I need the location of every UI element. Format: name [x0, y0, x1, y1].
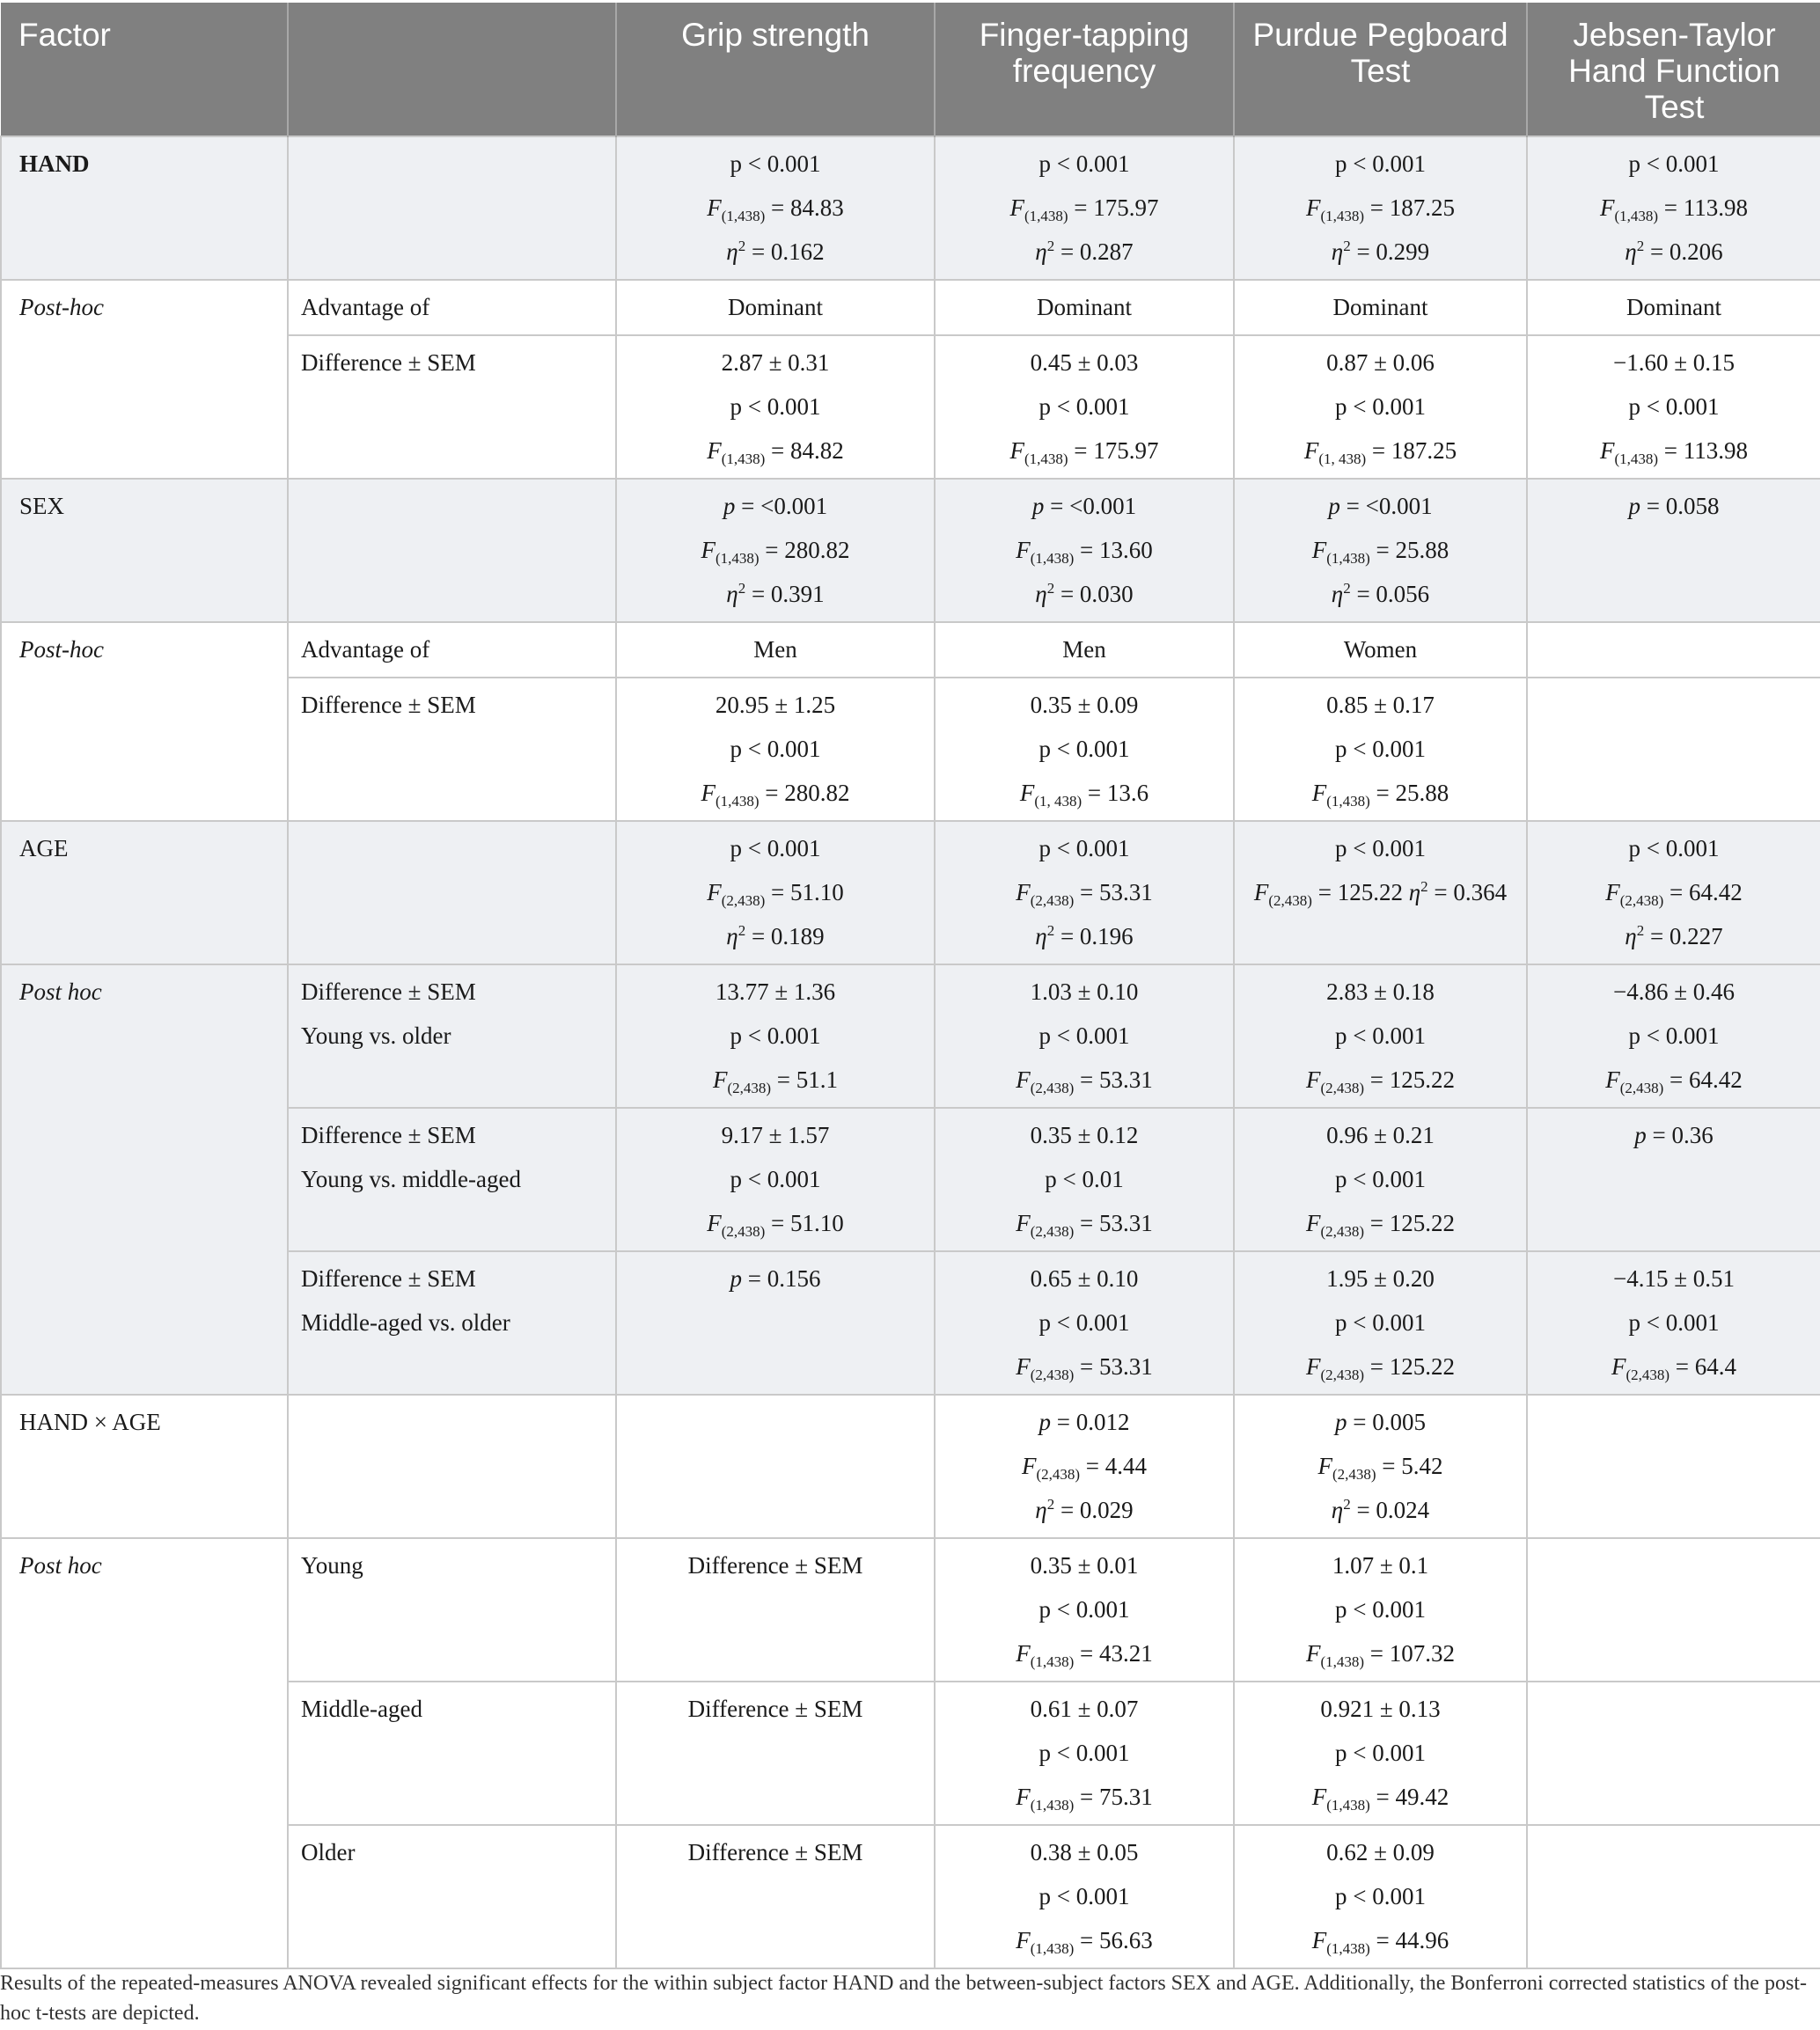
cell-subfactor	[288, 136, 616, 280]
cell-subfactor: Difference ± SEM	[288, 335, 616, 479]
cell-finger-tapping: 0.61 ± 0.07 p < 0.001 $F_{(1,438)} = 75.31$	[935, 1682, 1234, 1825]
cell-grip-strength: Difference ± SEM	[616, 1538, 935, 1682]
header-grip-strength: Grip strength	[616, 3, 935, 136]
cell-factor: Post-hoc	[1, 622, 288, 821]
cell-subfactor: Older	[288, 1825, 616, 1968]
cell-jebsen-taylor	[1527, 1682, 1820, 1825]
cell-purdue-pegboard: p = 0.005 $F_{(2,438)} = 5.42$ $\eta^2 = 0.024$	[1234, 1395, 1527, 1538]
cell-purdue-pegboard: p = <0.001 $F_{(1,438)} = 25.88$ $\eta^2 = 0.056$	[1234, 479, 1527, 622]
cell-factor: Post hoc	[1, 964, 288, 1395]
cell-finger-tapping: Men	[935, 622, 1234, 678]
table-row	[1, 821, 1820, 964]
table-row	[1, 136, 1820, 280]
cell-finger-tapping: Dominant	[935, 280, 1234, 335]
cell-purdue-pegboard: Dominant	[1234, 280, 1527, 335]
cell-subfactor: Advantage of	[288, 280, 616, 335]
cell-finger-tapping: 0.35 ± 0.01 p < 0.001 $F_{(1,438)} = 43.21$	[935, 1538, 1234, 1682]
cell-grip-strength: p = 0.156	[616, 1251, 935, 1395]
cell-finger-tapping: p < 0.001 $F_{(2,438)} = 53.31$ $\eta^2 = 0.196$	[935, 821, 1234, 964]
table-row	[1, 622, 1820, 678]
cell-purdue-pegboard: p < 0.001 $F_{(2,438)} = 125.22$ $\eta^2 = 0.364$	[1234, 821, 1527, 964]
cell-jebsen-taylor: Dominant	[1527, 280, 1820, 335]
cell-finger-tapping: p < 0.001 $F_{(1,438)} = 175.97$ $\eta^2 = 0.287$	[935, 136, 1234, 280]
header-purdue-pegboard: Purdue Pegboard Test	[1234, 3, 1527, 136]
cell-subfactor: Difference ± SEM	[288, 678, 616, 821]
cell-jebsen-taylor	[1527, 678, 1820, 821]
table-row	[1, 1395, 1820, 1538]
cell-factor: Post-hoc	[1, 280, 288, 479]
cell-factor: HAND	[1, 136, 288, 280]
table-footnote: Results of the repeated-measures ANOVA revealed significant effects for the within subject factor HAND and the between-subject factors SEX and AGE. Additionally, the Bonferroni corrected statistics of the post-hoc t-tests are depicted.	[0, 1972, 1807, 2025]
cell-purdue-pegboard: 1.07 ± 0.1 p < 0.001 $F_{(1,438)} = 107.32$	[1234, 1538, 1527, 1682]
header-subfactor	[288, 3, 616, 136]
cell-finger-tapping: p = <0.001 $F_{(1,438)} = 13.60$ $\eta^2 = 0.030$	[935, 479, 1234, 622]
cell-grip-strength: Men	[616, 622, 935, 678]
cell-factor: AGE	[1, 821, 288, 964]
cell-subfactor: Difference ± SEM Young vs. middle-aged	[288, 1108, 616, 1251]
cell-grip-strength: p < 0.001 $F_{(1,438)} = 84.83$ $\eta^2 = 0.162$	[616, 136, 935, 280]
cell-purdue-pegboard: 0.85 ± 0.17 p < 0.001 $F_{(1,438)} = 25.88$	[1234, 678, 1527, 821]
cell-subfactor	[288, 821, 616, 964]
cell-purdue-pegboard: 0.96 ± 0.21 p < 0.001 $F_{(2,438)} = 125.22$	[1234, 1108, 1527, 1251]
cell-purdue-pegboard: 0.62 ± 0.09 p < 0.001 $F_{(1,438)} = 44.96$	[1234, 1825, 1527, 1968]
header-factor: Factor	[1, 3, 288, 136]
cell-finger-tapping: 0.65 ± 0.10 p < 0.001 $F_{(2,438)} = 53.31$	[935, 1251, 1234, 1395]
anova-results-table	[0, 3, 1820, 1969]
cell-finger-tapping: p = 0.012 $F_{(2,438)} = 4.44$ $\eta^2 = 0.029$	[935, 1395, 1234, 1538]
cell-purdue-pegboard: 0.87 ± 0.06 p < 0.001 $F_{(1, 438)} = 187.25$	[1234, 335, 1527, 479]
cell-finger-tapping: 0.35 ± 0.12 p < 0.01 $F_{(2,438)} = 53.31$	[935, 1108, 1234, 1251]
cell-subfactor	[288, 479, 616, 622]
cell-grip-strength: p < 0.001 $F_{(2,438)} = 51.10$ $\eta^2 = 0.189$	[616, 821, 935, 964]
cell-grip-strength: 9.17 ± 1.57 p < 0.001 $F_{(2,438)} = 51.10$	[616, 1108, 935, 1251]
table-row	[1, 280, 1820, 335]
table-row	[1, 964, 1820, 1108]
cell-subfactor	[288, 1395, 616, 1538]
cell-subfactor: Advantage of	[288, 622, 616, 678]
cell-purdue-pegboard: Women	[1234, 622, 1527, 678]
cell-jebsen-taylor: p < 0.001 $F_{(2,438)} = 64.42$ $\eta^2 = 0.227$	[1527, 821, 1820, 964]
cell-grip-strength: 20.95 ± 1.25 p < 0.001 $F_{(1,438)} = 280.82$	[616, 678, 935, 821]
cell-jebsen-taylor: p < 0.001 $F_{(1,438)} = 113.98$ $\eta^2 = 0.206$	[1527, 136, 1820, 280]
cell-grip-strength: 2.87 ± 0.31 p < 0.001 $F_{(1,438)} = 84.82$	[616, 335, 935, 479]
cell-jebsen-taylor: −4.86 ± 0.46 p < 0.001 $F_{(2,438)} = 64.42$	[1527, 964, 1820, 1108]
cell-jebsen-taylor: p = 0.058	[1527, 479, 1820, 622]
cell-purdue-pegboard: 0.921 ± 0.13 p < 0.001 $F_{(1,438)} = 49.42$	[1234, 1682, 1527, 1825]
cell-grip-strength	[616, 1395, 935, 1538]
cell-factor: SEX	[1, 479, 288, 622]
cell-factor: HAND × AGE	[1, 1395, 288, 1538]
cell-jebsen-taylor: p = 0.36	[1527, 1108, 1820, 1251]
cell-factor: Post hoc	[1, 1538, 288, 1968]
cell-jebsen-taylor	[1527, 1825, 1820, 1968]
cell-jebsen-taylor: −1.60 ± 0.15 p < 0.001 $F_{(1,438)} = 113.98$	[1527, 335, 1820, 479]
cell-subfactor: Difference ± SEM Middle-aged vs. older	[288, 1251, 616, 1395]
table-row	[1, 1538, 1820, 1682]
cell-jebsen-taylor	[1527, 1538, 1820, 1682]
cell-jebsen-taylor: −4.15 ± 0.51 p < 0.001 $F_{(2,438)} = 64.4$	[1527, 1251, 1820, 1395]
cell-purdue-pegboard: 1.95 ± 0.20 p < 0.001 $F_{(2,438)} = 125.22$	[1234, 1251, 1527, 1395]
cell-jebsen-taylor	[1527, 622, 1820, 678]
header-row	[1, 3, 1820, 136]
cell-grip-strength: Dominant	[616, 280, 935, 335]
cell-grip-strength: Difference ± SEM	[616, 1825, 935, 1968]
cell-subfactor: Young	[288, 1538, 616, 1682]
cell-finger-tapping: 0.38 ± 0.05 p < 0.001 $F_{(1,438)} = 56.63$	[935, 1825, 1234, 1968]
cell-subfactor: Difference ± SEM Young vs. older	[288, 964, 616, 1108]
table-row	[1, 479, 1820, 622]
header-jebsen-taylor: Jebsen-Taylor Hand Function Test	[1527, 3, 1820, 136]
cell-jebsen-taylor	[1527, 1395, 1820, 1538]
cell-purdue-pegboard: p < 0.001 $F_{(1,438)} = 187.25$ $\eta^2 = 0.299$	[1234, 136, 1527, 280]
cell-grip-strength: Difference ± SEM	[616, 1682, 935, 1825]
cell-grip-strength: p = <0.001 $F_{(1,438)} = 280.82$ $\eta^2 = 0.391$	[616, 479, 935, 622]
cell-finger-tapping: 0.35 ± 0.09 p < 0.001 $F_{(1, 438)} = 13.6$	[935, 678, 1234, 821]
cell-purdue-pegboard: 2.83 ± 0.18 p < 0.001 $F_{(2,438)} = 125.22$	[1234, 964, 1527, 1108]
cell-finger-tapping: 0.45 ± 0.03 p < 0.001 $F_{(1,438)} = 175.97$	[935, 335, 1234, 479]
cell-grip-strength: 13.77 ± 1.36 p < 0.001 $F_{(2,438)} = 51.1$	[616, 964, 935, 1108]
cell-finger-tapping: 1.03 ± 0.10 p < 0.001 $F_{(2,438)} = 53.31$	[935, 964, 1234, 1108]
header-finger-tapping: Finger-tapping frequency	[935, 3, 1234, 136]
cell-subfactor: Middle-aged	[288, 1682, 616, 1825]
